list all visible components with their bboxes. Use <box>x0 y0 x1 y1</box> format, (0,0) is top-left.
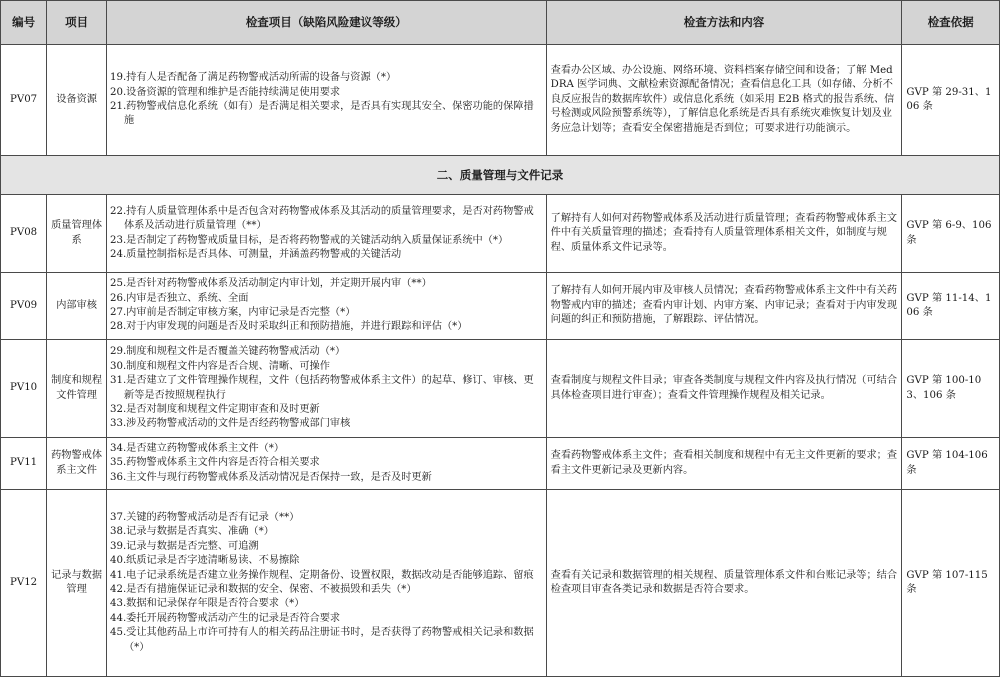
check-item: 23.是否制定了药物警戒质量目标，是否将药物警戒的关键活动纳入质量保证系统中（*） <box>109 234 509 246</box>
check-item: 22.持有人质量管理体系中是否包含对药物警戒体系及其活动的质量管理要求，是否对药物警戒体系及活动进行质量管理（**） <box>109 205 534 232</box>
header-code: 编号 <box>1 1 47 45</box>
header-item: 项目 <box>47 1 107 45</box>
row-basis: GVP 第 29-31、106 条 <box>902 45 1000 156</box>
header-check: 检查项目（缺陷风险建议等级） <box>106 1 546 45</box>
table-row <box>1 438 1000 490</box>
row-item: 质量管理体系 <box>47 195 107 273</box>
section-row <box>1 156 1000 195</box>
table-row <box>1 273 1000 340</box>
check-item: 45.受让其他药品上市许可持有人的相关药品注册证书时，是否获得了药物警戒相关记录和数据（*） <box>109 627 534 653</box>
row-checks <box>106 45 546 156</box>
row-method: 了解持有人如何对药物警戒体系及活动进行质量管理；查看药物警戒体系主文件中有关质量管理的描述；查看持有人质量管理体系相关文件，如制度与规程、质量体系文件记录等。 <box>546 195 902 273</box>
row-code: PV09 <box>1 273 47 340</box>
row-code: PV10 <box>1 340 47 438</box>
row-method: 查看制度与规程文件目录；审查各类制度与规程文件内容及执行情况（可结合具体检查项目进行审查）；查看文件管理操作规程及相关记录。 <box>546 340 902 438</box>
row-checks <box>106 490 546 677</box>
table-row <box>1 490 1000 677</box>
row-item: 药物警戒体系主文件 <box>47 438 107 490</box>
check-item: 42.是否有措施保证记录和数据的安全、保密、不被损毁和丢失（*） <box>109 584 417 595</box>
row-code: PV07 <box>1 45 47 156</box>
check-item: 32.是否对制度和规程文件定期审查和及时更新 <box>109 403 320 415</box>
table-row <box>1 195 1000 273</box>
row-basis: GVP 第 11-14、106 条 <box>902 273 1000 340</box>
check-item: 39.记录与数据是否完整、可追溯 <box>109 540 259 552</box>
row-checks <box>106 195 546 273</box>
row-basis: GVP 第 104-106 条 <box>902 438 1000 490</box>
row-code: PV08 <box>1 195 47 273</box>
check-item: 21.药物警戒信息化系统（如有）是否满足相关要求，是否具有实现其安全、保密功能的保障措施 <box>109 101 534 127</box>
check-item: 40.纸质记录是否字迹清晰易读、不易擦除 <box>109 555 300 567</box>
check-item: 30.制度和规程文件内容是否合规、清晰、可操作 <box>109 360 330 372</box>
row-item: 制度和规程文件管理 <box>47 340 107 438</box>
check-item: 33.涉及药物警戒活动的文件是否经药物警戒部门审核 <box>109 418 351 430</box>
check-item: 41.电子记录系统是否建立业务操作规程、定期备份、设置权限，数据改动是否能够追踪、留痕 <box>109 569 534 581</box>
check-item: 34.是否建立药物警戒体系主文件（*） <box>109 442 285 454</box>
table-row <box>1 340 1000 438</box>
row-method: 查看有关记录和数据管理的相关规程、质量管理体系文件和台账记录等；结合检查项目审查各类记录和数据是否符合要求。 <box>546 490 902 677</box>
header-row <box>1 1 1000 45</box>
header-basis: 检查依据 <box>902 1 1000 45</box>
check-item: 27.内审前是否制定审核方案，内审记录是否完整（*） <box>109 307 356 318</box>
check-item: 38.记录与数据是否真实、准确（*） <box>109 526 274 538</box>
row-method: 查看药物警戒体系主文件；查看相关制度和规程中有无主文件更新的要求；查看主文件更新记录及更新内容。 <box>546 438 902 490</box>
check-item: 43.数据和记录保存年限是否符合要求（*） <box>109 598 305 610</box>
row-basis: GVP 第 6-9、106 条 <box>902 195 1000 273</box>
row-basis: GVP 第 107-115 条 <box>902 490 1000 677</box>
check-item: 31.是否建立了文件管理操作规程，文件（包括药物警戒体系主文件）的起草、修订、审核、更新等是否按照规程执行 <box>109 375 534 401</box>
row-item: 内部审核 <box>47 273 107 340</box>
row-checks <box>106 438 546 490</box>
table-row <box>1 45 1000 156</box>
row-method: 了解持有人如何开展内审及审核人员情况；查看药物警戒体系主文件中有关药物警戒内审的描述；查看内审计划、内审方案、内审记录；查看对于内审发现问题的纠正和预防措施，了解跟踪、评估情况。 <box>546 273 902 340</box>
row-item: 设备资源 <box>47 45 107 156</box>
header-method: 检查方法和内容 <box>546 1 902 45</box>
check-item: 29.制度和规程文件是否覆盖关键药物警戒活动（*） <box>109 346 346 358</box>
row-code: PV12 <box>1 490 47 677</box>
check-item: 28.对于内审发现的问题是否及时采取纠正和预防措施，并进行跟踪和评估（*） <box>109 321 468 333</box>
check-item: 19.持有人是否配备了满足药物警戒活动所需的设备与资源（*） <box>109 72 397 84</box>
row-checks <box>106 340 546 438</box>
row-item: 记录与数据管理 <box>47 490 107 677</box>
check-item: 35.药物警戒体系主文件内容是否符合相关要求 <box>109 457 320 469</box>
check-item: 36.主文件与现行药物警戒体系及活动情况是否保持一致，是否及时更新 <box>109 471 432 483</box>
check-item: 20.设备资源的管理和维护是否能持续满足使用要求 <box>109 86 341 98</box>
check-item: 26.内审是否独立、系统、全面 <box>109 292 249 304</box>
check-item: 37.关键的药物警戒活动是否有记录（**） <box>109 511 300 523</box>
row-checks <box>106 273 546 340</box>
row-method: 查看办公区域、办公设施、网络环境、资料档案存储空间和设备；了解 MedDRA 医学词典、文献检索资源配备情况；查看信息化工具（如存储、分析不良反应报告的数据库软件）或信息化系统（如采用 E2B 格式的报告系统、信号检测或风险预警系统等），了解信息化系统是否具有系统灾难恢复计划及业务应急计划等；查看安全保密措施是否到位；可要求进行功能演示。 <box>546 45 902 156</box>
row-basis: GVP 第 100-103、106 条 <box>902 340 1000 438</box>
check-item: 44.委托开展药物警戒活动产生的记录是否符合要求 <box>109 612 341 624</box>
section-title: 二、质量管理与文件记录 <box>1 156 1000 195</box>
check-item: 25.是否针对药物警戒体系及活动制定内审计划，并定期开展内审（**） <box>109 278 432 290</box>
check-item: 24.质量控制指标是否具体、可测量，并涵盖药物警戒的关键活动 <box>109 248 402 260</box>
row-code: PV11 <box>1 438 47 490</box>
